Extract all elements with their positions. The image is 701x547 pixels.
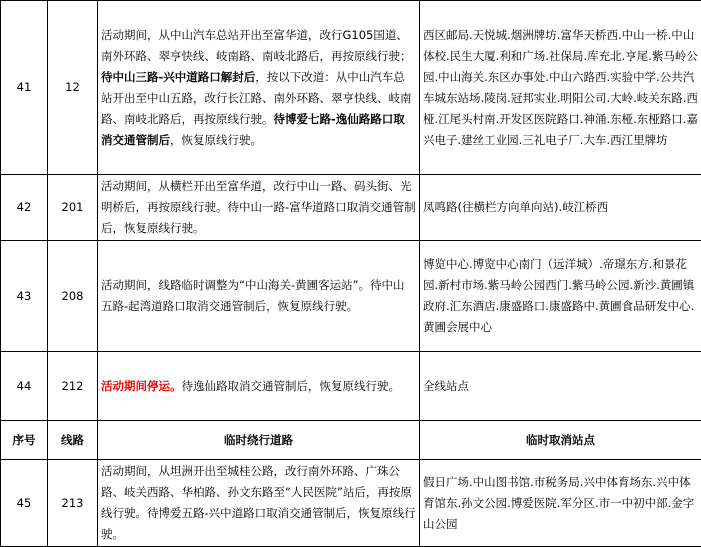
- detour-text: ，按以下改道：从中山汽车总站开出至中山五路，改行长江路、南外环路、翠亨快线、岐南路、南岐北路后，再按原线行驶。: [101, 70, 412, 126]
- cancelled-cell: 凤鸣路(往横栏方向单向站).岐江桥西: [420, 175, 701, 241]
- line-cell: 212: [48, 352, 98, 421]
- seq-cell: 41: [1, 1, 48, 175]
- line-cell: 12: [48, 1, 98, 175]
- suspended-notice: 活动期间停运。: [101, 379, 182, 393]
- line-cell: 201: [48, 175, 98, 241]
- cancelled-cell: 博览中心.博览中心南门（远洋城）.帝璟东方.和景花园.新村市场.紫马岭公园西门.紫马岭公园.新沙.黄圃镇政府.汇东酒店.康盛路口.康盛路中.黄圃食品研发中心.黄圃会展中心: [420, 241, 701, 352]
- seq-cell: 45: [1, 460, 48, 547]
- seq-cell: 43: [1, 241, 48, 352]
- table-row: [1, 175, 701, 241]
- table-row: [1, 460, 701, 547]
- detour-cell: 活动期间，从横栏开出至富华道，改行中山一路、码头街、光明桥后，再按原线行驶。待中山一路-富华道路口取消交通管制后，恢复原线行驶。: [98, 175, 420, 241]
- header-cancelled: 临时取消站点: [420, 421, 701, 460]
- detour-cell: 活动期间，从坦洲开出至城桂公路，改行南外环路、广珠公路、岐关西路、华柏路、孙文东路至“人民医院”站后，再按原线行驶。待博爱五路-兴中道路口取消交通管制后，恢复原线行驶。: [98, 460, 420, 547]
- table-row: [1, 352, 701, 421]
- line-cell: 208: [48, 241, 98, 352]
- cancelled-cell: 假日广场.中山图书馆.市税务局.兴中体育场东.兴中体育馆东.孙文公园.博爱医院.军分区.市一中初中部.金字山公园: [420, 460, 701, 547]
- cancelled-cell: 全线站点: [420, 352, 701, 421]
- seq-cell: 44: [1, 352, 48, 421]
- line-cell: 213: [48, 460, 98, 547]
- header-detour: 临时绕行道路: [98, 421, 420, 460]
- detour-text: 活动期间，从中山汽车总站开出至富华道，改行G105国道、南外环路、翠亨快线、岐南路、南岐北路后，再按原线行驶；: [101, 28, 412, 63]
- seq-cell: 42: [1, 175, 48, 241]
- table-header-row: [1, 421, 701, 460]
- table-row: [1, 1, 701, 175]
- detour-cell: 活动期间，线路临时调整为“中山海关-黄圃客运站”。待中山五路-起湾道路口取消交通管制后，恢复原线行驶。: [98, 241, 420, 352]
- header-line: 线路: [48, 421, 98, 460]
- header-seq: 序号: [1, 421, 48, 460]
- table-row: [1, 241, 701, 352]
- detour-bold-text: 待中山三路-兴中道路口解封后: [101, 70, 255, 84]
- detour-cell: [98, 1, 420, 175]
- detour-bold-text: 待博爱七路-逸仙路路口取消交通管制后: [101, 112, 405, 147]
- detour-text: ，恢复原线行驶。: [170, 133, 262, 147]
- cancelled-cell: 西区邮局.天悦城.烟洲牌坊.富华天桥西.中山一桥.中山体校.民生大厦.利和广场.社保局.库充北.亨尾.紫马岭公园.中山海关.东区办事处.中山六路西.实验中学.公共汽车城东站场.陵岗.冠邦实业.明阳公司.大岭.岐关东路.西桠.江尾头村南.开发区医院路口.神涌.东桠.东桠路口.嘉兴电子.建丝工业园.三礼电子厂.大车.西江里牌坊: [420, 1, 701, 175]
- detour-cell: [98, 352, 420, 421]
- detour-text: 待逸仙路取消交通管制后，恢复原线行驶。: [182, 379, 401, 393]
